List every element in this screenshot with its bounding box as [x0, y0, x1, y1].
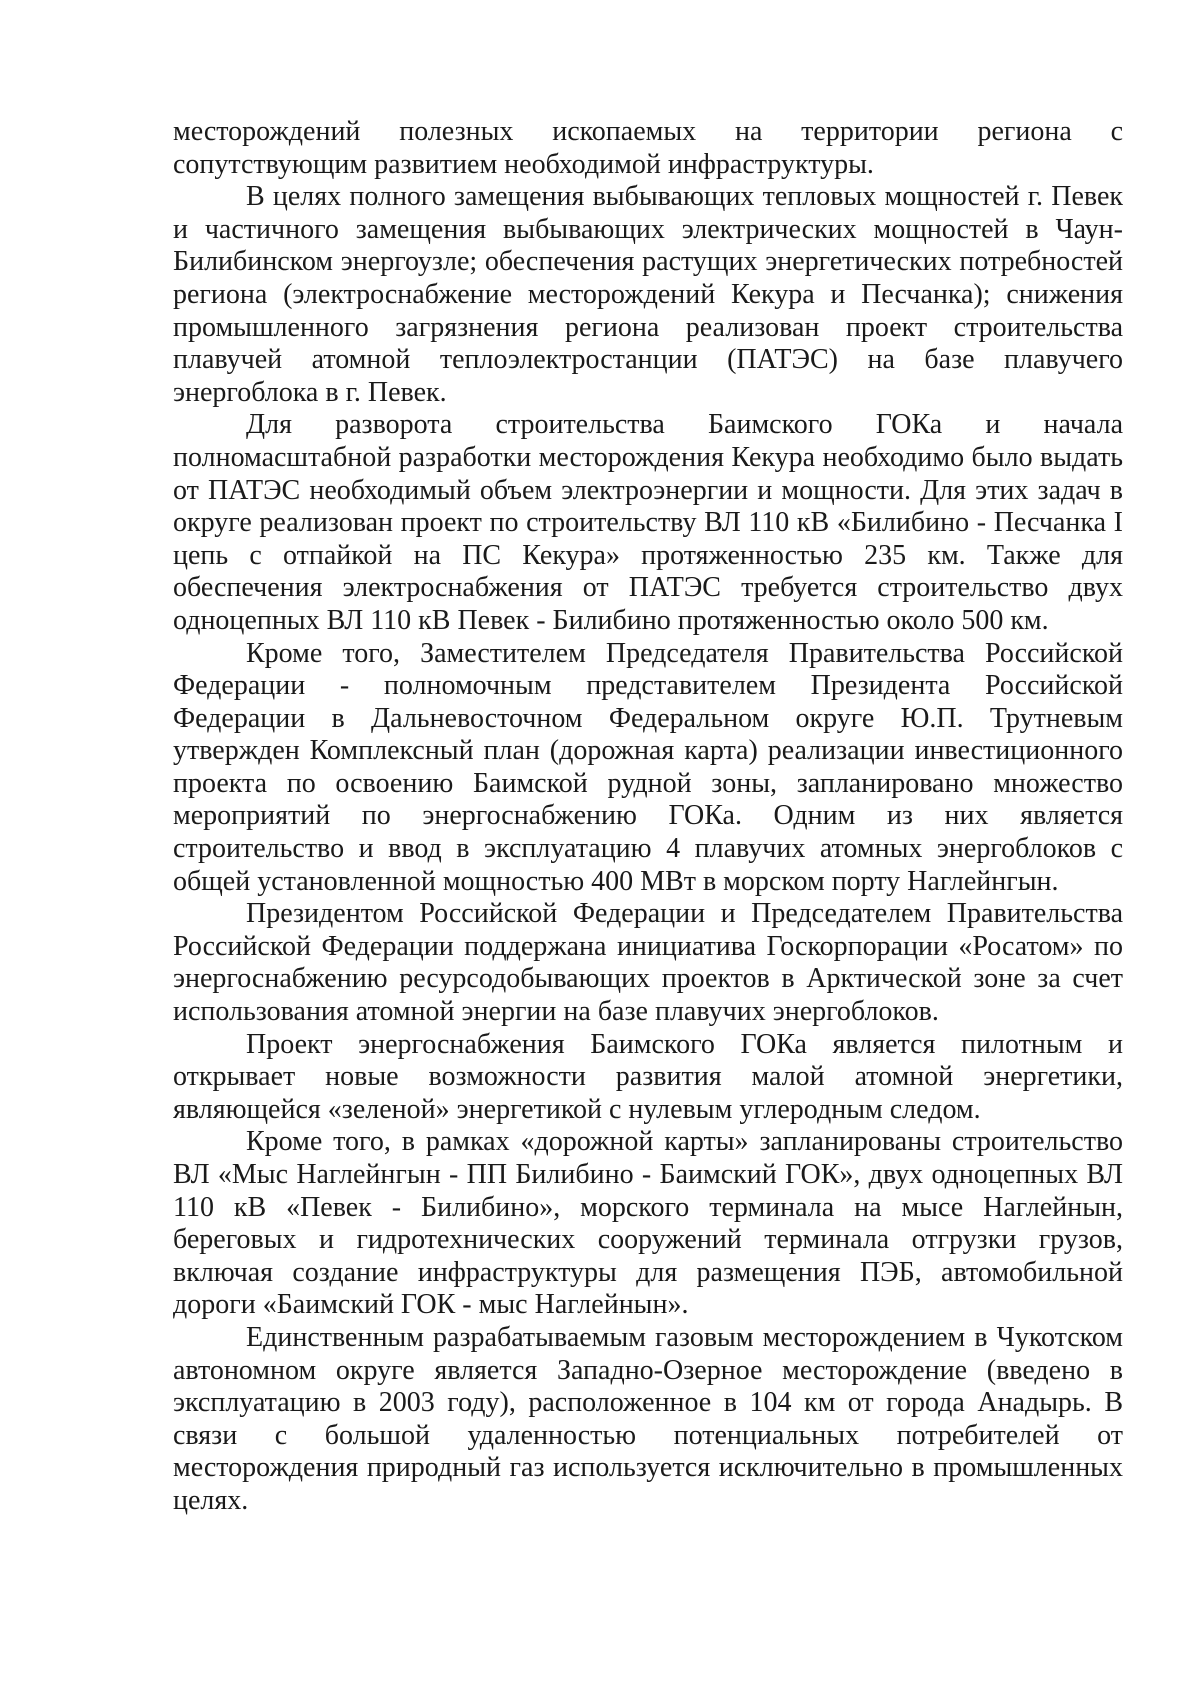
paragraph: Президентом Российской Федерации и Председателем Правительства Российской Федерации поддержана инициатива Госкорпорации «Росатом» по энергоснабжению ресурсодобывающих проектов в Арктической зоне за счет использования атомной энергии на базе плавучих энергоблоков. [173, 898, 1123, 1028]
paragraph: Кроме того, в рамках «дорожной карты» запланированы строительство ВЛ «Мыс Наглейнгын - ПП Билибино - Баимский ГОК», двух одноцепных ВЛ 110 кВ «Певек - Билибино», морского терминала на мысе Наглейнын, береговых и гидротехнических сооружений терминала отгрузки грузов, включая создание инфраструктуры для размещения ПЭБ, автомобильной дороги «Баимский ГОК - мыс Наглейнын». [173, 1126, 1123, 1321]
paragraph: месторождений полезных ископаемых на территории региона с сопутствующим развитием необходимой инфраструктуры. [173, 116, 1123, 180]
paragraph: Кроме того, Заместителем Председателя Правительства Российской Федерации - полномочным представителем Президента Российской Федерации в Дальневосточном Федеральном округе Ю.П. Трутневым утвержден Комплексный план (дорожная карта) реализации инвестиционного проекта по освоению Баимской рудной зоны, запланировано множество мероприятий по энергоснабжению ГОКа. Одним из них является строительство и ввод в эксплуатацию 4 плавучих атомных энергоблоков с общей установленной мощностью 400 МВт в морском порту Наглейнгын. [173, 637, 1123, 897]
paragraph: В целях полного замещения выбывающих тепловых мощностей г. Певек и частичного замещения выбывающих электрических мощностей в Чаун-Билибинском энергоузле; обеспечения растущих энергетических потребностей региона (электроснабжение месторождений Кекура и Песчанка); снижения промышленного загрязнения региона реализован проект строительства плавучей атомной теплоэлектростанции (ПАТЭС) на базе плавучего энергоблока в г. Певек. [173, 181, 1123, 408]
paragraph: Единственным разрабатываемым газовым месторождением в Чукотском автономном округе является Западно-Озерное месторождение (введено в эксплуатацию в 2003 году), расположенное в 104 км от города Анадырь. В связи с большой удаленностью потенциальных потребителей от месторождения природный газ используется исключительно в промышленных целях. [173, 1321, 1123, 1516]
document-page [173, 116, 1123, 1518]
paragraph: Для разворота строительства Баимского ГОКа и начала полномасштабной разработки месторождения Кекура необходимо было выдать от ПАТЭС необходимый объем электроэнергии и мощности. Для этих задач в округе реализован проект по строительству ВЛ 110 кВ «Билибино - Песчанка I цепь с отпайкой на ПС Кекура» протяженностью 235 км. Также для обеспечения электроснабжения от ПАТЭС требуется строительство двух одноцепных ВЛ 110 кВ Певек - Билибино протяженностью около 500 км. [173, 409, 1123, 636]
paragraph: Проект энергоснабжения Баимского ГОКа является пилотным и открывает новые возможности развития малой атомной энергетики, являющейся «зеленой» энергетикой с нулевым углеродным следом. [173, 1028, 1123, 1125]
